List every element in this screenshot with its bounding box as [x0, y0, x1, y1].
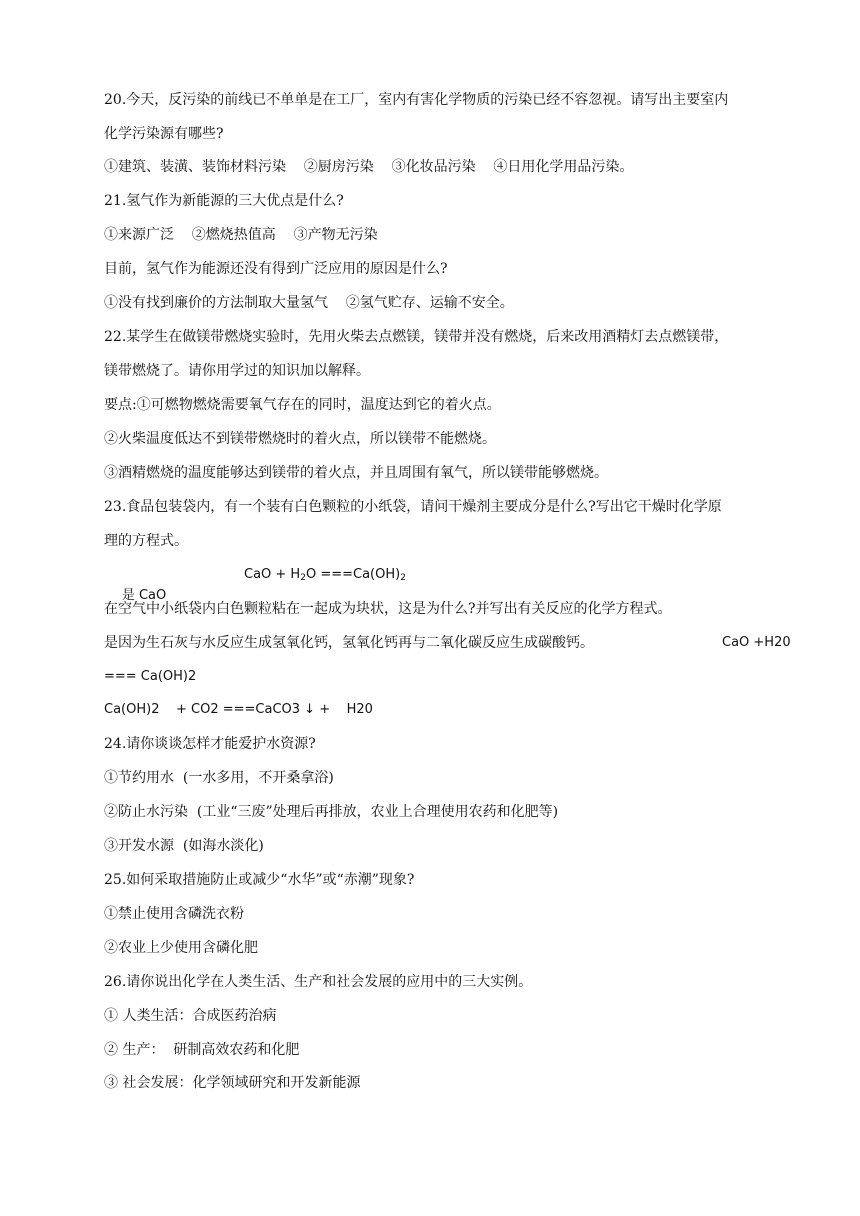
q21-answer: ①来源广泛 ②燃烧热值高 ③产物无污染 [104, 227, 378, 243]
q23-equation-2b: === Ca(OH)2 [104, 669, 197, 684]
q23-eq1-sub: 2 [300, 573, 306, 583]
q23-equation-3: Ca(OH)2 + CO2 ===CaCO3 ↓ + H20 [104, 702, 373, 717]
q23-answer-label: 是 CaO [121, 588, 167, 603]
q20-answer: ①建筑、装潢、装饰材料污染 ②厨房污染 ③化妆品污染 ④日用化学用品污染。 [104, 159, 634, 175]
q25-question: 25.如何采取措施防止或减少“水华”或“赤潮”现象? [104, 872, 415, 888]
q21-question: 21.氢气作为新能源的三大优点是什么? [104, 193, 344, 209]
q22-question-line2: 镁带燃烧了。请你用学过的知识加以解释。 [104, 363, 370, 379]
q23-eq1-left: CaO + H [244, 567, 301, 582]
q23-question-line2: 理的方程式。 [104, 533, 188, 549]
q25-answer-1: ①禁止使用含磷洗衣粉 [104, 906, 244, 922]
q20-question-line1: 20.今天，反污染的前线已不单单是在工厂，室内有害化学物质的污染已经不容忽视。请写出主要室内 [104, 92, 729, 108]
q20-question-line2: 化学污染源有哪些? [104, 126, 224, 142]
q22-question-line1: 22.某学生在做镁带燃烧实验时，先用火柴去点燃镁，镁带并没有燃烧，后来改用酒精灯去点燃镁带， [104, 329, 729, 345]
q21-followup-question: 目前，氢气作为能源还没有得到广泛应用的原因是什么? [104, 261, 448, 277]
q24-answer-2: ②防止水污染 (工业“三废”处理后再排放，农业上合理使用农药和化肥等) [104, 804, 559, 820]
q26-answer-1: ① 人类生活：合成医药治病 [104, 1008, 277, 1024]
q22-point-1: 要点:①可燃物燃烧需要氧气存在的同时，温度达到它的着火点。 [104, 397, 501, 413]
q24-question: 24.请你谈谈怎样才能爱护水资源? [104, 736, 316, 752]
q23-equation-2a: CaO +H20 [722, 635, 791, 650]
q23-equation-1 [244, 565, 406, 588]
q24-answer-1: ①节约用水 (一水多用，不开桑拿浴) [104, 770, 334, 786]
q24-answer-3: ③开发水源 (如海水淡化) [104, 838, 264, 854]
q22-point-2: ②火柴温度低达不到镁带燃烧时的着火点，所以镁带不能燃烧。 [104, 431, 496, 447]
q26-answer-2: ② 生产： 研制高效农药和化肥 [104, 1042, 300, 1058]
q23-followup-question: 在空气中小纸袋内白色颗粒粘在一起成为块状，这是为什么?并写出有关反应的化学方程式。 [104, 601, 672, 617]
q22-point-3: ③酒精燃烧的温度能够达到镁带的着火点，并且周围有氧气，所以镁带能够燃烧。 [104, 465, 608, 481]
q23-eq1-mid: O ===Ca(OH) [305, 567, 401, 582]
q21-followup-answer: ①没有找到廉价的方法制取大量氢气 ②氢气贮存、运输不安全。 [104, 295, 514, 311]
q25-answer-2: ②农业上少使用含磷化肥 [104, 940, 258, 956]
q23-eq1-sub2: 2 [400, 573, 406, 583]
q26-question: 26.请你说出化学在人类生活、生产和社会发展的应用中的三大实例。 [104, 974, 533, 990]
q23-explanation: 是因为生石灰与水反应生成氢氧化钙，氢氧化钙再与二氧化碳反应生成碳酸钙。 [104, 635, 594, 651]
q26-answer-3: ③ 社会发展：化学领域研究和开发新能源 [104, 1075, 361, 1091]
q23-question-line1: 23.食品包装袋内，有一个装有白色颗粒的小纸袋，请问干燥剂主要成分是什么?写出它干燥时化学原 [104, 499, 722, 515]
